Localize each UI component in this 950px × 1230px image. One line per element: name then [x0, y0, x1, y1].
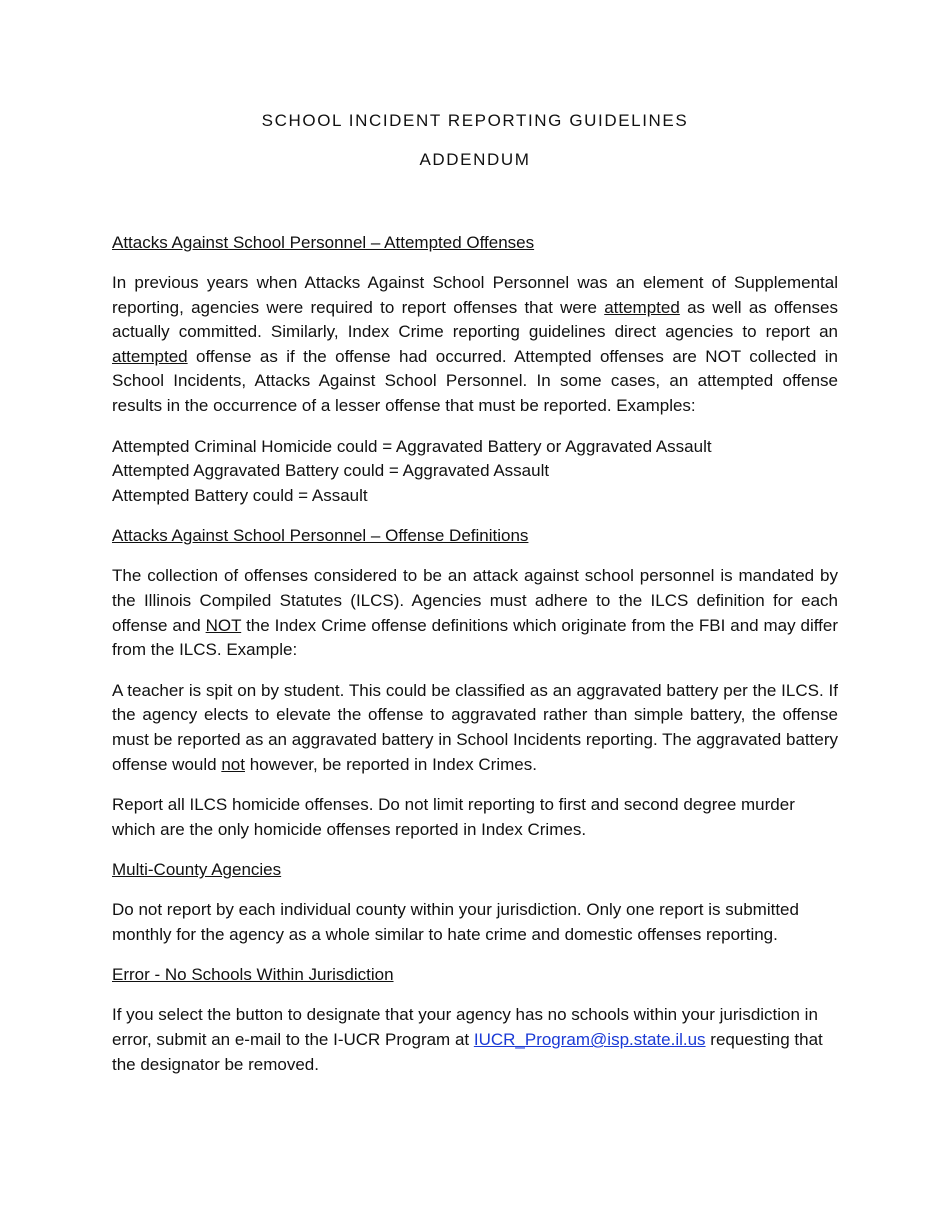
document-subtitle: ADDENDUM — [419, 150, 531, 169]
underlined-text: attempted — [604, 297, 680, 317]
underlined-text: not — [221, 754, 245, 774]
section-heading: Attacks Against School Personnel – Attempted Offenses — [112, 233, 535, 252]
document-title: SCHOOL INCIDENT REPORTING GUIDELINES — [261, 111, 689, 130]
section-multi-county-agencies — [112, 858, 838, 947]
text-run: requesting that the designator be removed. — [112, 1030, 823, 1074]
text-run: In previous years when Attacks Against School Personnel was an element of Supplemental reporting, agencies were required to report offenses that were — [112, 273, 838, 317]
text-run: however, be reported in Index Crimes. — [244, 754, 537, 774]
email-link[interactable]: IUCR_Program@isp.state.il.us — [473, 1030, 706, 1050]
paragraph: Report all ILCS homicide offenses. Do not limit reporting to first and second degree murder which are the only homicide offenses reported in Index Crimes. — [112, 795, 795, 839]
paragraph: Do not report by each individual county within your jurisdiction. Only one report is submitted monthly for the agency as a whole similar to hate crime and domestic offenses reporting. — [112, 900, 799, 944]
section-heading: Multi-County Agencies — [112, 860, 282, 880]
text-run: the Index Crime offense definitions which originate from the FBI and may differ from the ILCS. Example: — [112, 615, 838, 660]
text-run: A teacher is spit on by student. This could be classified as an aggravated battery per the ILCS. If the agency elects to elevate the offense to aggravated rather than simple battery, the offense must be reported as an aggravated battery in School Incidents reporting. The aggravated battery offense would — [112, 680, 838, 774]
paragraph — [112, 679, 838, 777]
section-offense-definitions — [112, 524, 838, 842]
paragraph — [112, 1003, 838, 1077]
underlined-text: NOT — [205, 615, 242, 635]
example-line: Attempted Criminal Homicide could = Aggravated Battery or Aggravated Assault — [112, 436, 712, 456]
example-line: Attempted Aggravated Battery could = Aggravated Assault — [112, 461, 550, 481]
underlined-text: attempted — [112, 346, 188, 366]
text-run: The collection of offenses considered to be an attack against school personnel is mandated by the Illinois Compiled Statutes (ILCS). Agencies must adhere to the ILCS definition for each offense and — [112, 566, 838, 635]
paragraph — [112, 271, 838, 419]
paragraph — [112, 564, 838, 662]
section-heading: Attacks Against School Personnel – Offense Definitions — [112, 526, 529, 546]
section-attempted-offenses — [112, 231, 838, 508]
examples-list — [112, 435, 838, 509]
text-run: offense as if the offense had occurred. Attempted offenses are NOT collected in School Incidents, Attacks Against School Personnel. In some cases, an attempted offense results in the occurrence of a lesser offense that must be reported. Examples: — [112, 346, 838, 415]
text-run: If you select the button to designate that your agency has no schools within your jurisdiction in error, submit an e-mail to the I-UCR Program at — [112, 1005, 818, 1050]
section-no-schools-error — [112, 963, 838, 1077]
text-run: as well as offenses actually committed. Similarly, Index Crime reporting guidelines direct agencies to report an — [112, 297, 839, 342]
section-heading: Error - No Schools Within Jurisdiction — [112, 965, 394, 985]
example-line: Attempted Battery could = Assault — [112, 485, 368, 505]
